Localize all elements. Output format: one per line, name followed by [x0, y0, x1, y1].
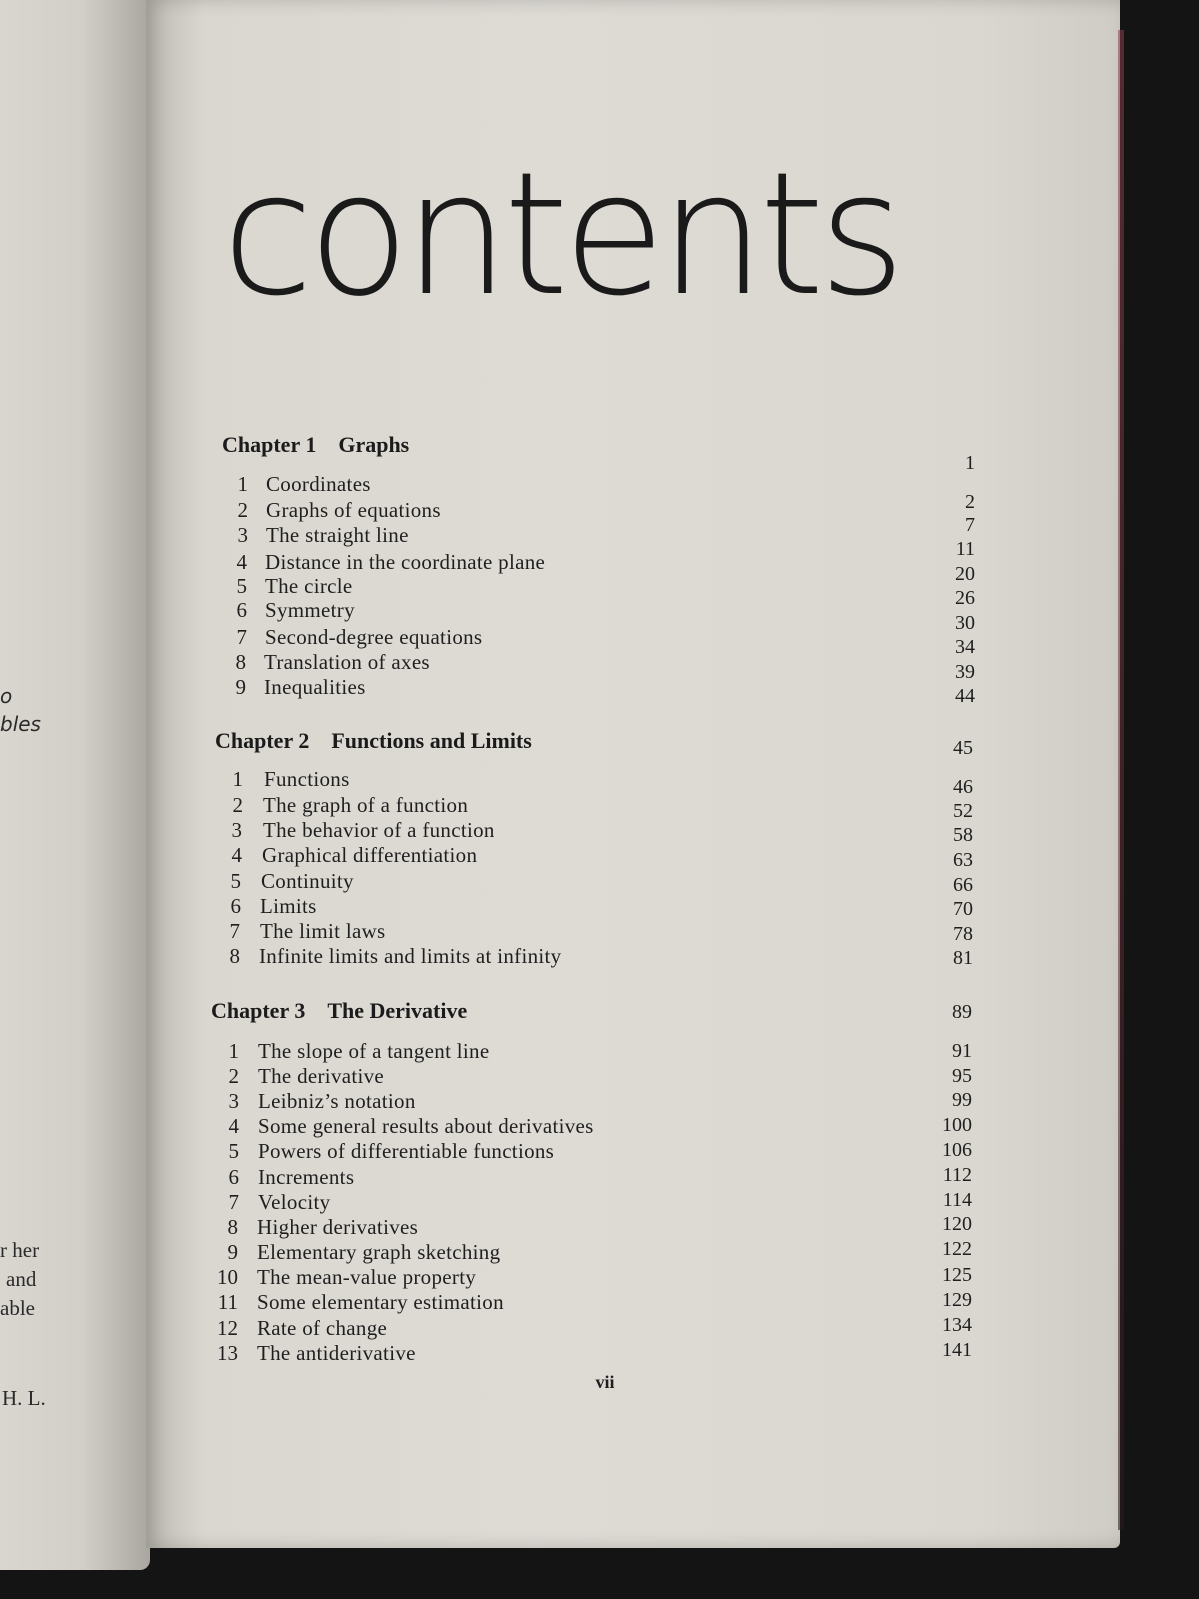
section-title: The slope of a tangent line	[258, 1039, 490, 1063]
section-number: 8	[227, 1215, 238, 1239]
section-number: 5	[236, 574, 247, 598]
section-number: 5	[228, 1139, 239, 1163]
section-title: The limit laws	[260, 919, 386, 943]
section-title: Functions	[264, 767, 350, 791]
section-page-number: 46	[953, 776, 973, 798]
section-number: 8	[229, 944, 240, 968]
chapter-page-number: 1	[965, 452, 975, 474]
section-number: 13	[217, 1341, 238, 1365]
section-page-number: 81	[953, 947, 973, 969]
left-fragment-her: r her	[0, 1238, 40, 1262]
section-title: Distance in the coordinate plane	[265, 550, 546, 574]
section-title: Infinite limits and limits at infinity	[259, 944, 562, 968]
section-page-number: 7	[965, 514, 975, 536]
chapter-heading	[215, 728, 532, 754]
section-page-number: 20	[955, 563, 975, 585]
section-page-number: 58	[953, 824, 973, 846]
section-page-number: 114	[942, 1189, 972, 1211]
section-number: 2	[237, 498, 248, 522]
section-number: 2	[232, 793, 243, 817]
section-number: 7	[236, 625, 247, 649]
page-title: contents	[222, 136, 900, 334]
section-title: Higher derivatives	[257, 1215, 419, 1239]
section-number: 8	[235, 650, 246, 674]
section-page-number: 122	[942, 1238, 972, 1260]
chapter-heading	[222, 432, 409, 458]
section-number: 4	[228, 1114, 239, 1138]
section-title: The circle	[265, 574, 353, 598]
section-page-number: 95	[952, 1065, 972, 1087]
left-fragment-able: able	[0, 1296, 35, 1320]
section-page-number: 78	[953, 923, 973, 945]
section-title: Limits	[260, 894, 317, 918]
section-title: Some elementary estimation	[257, 1290, 504, 1314]
page-edge	[1118, 30, 1124, 1530]
section-number: 10	[217, 1265, 238, 1289]
section-title: The straight line	[266, 523, 409, 547]
left-page	[0, 0, 150, 1570]
section-page-number: 39	[955, 661, 975, 683]
chapter-page-number: 45	[953, 737, 973, 759]
section-title: Powers of differentiable functions	[258, 1139, 555, 1163]
section-number: 11	[217, 1290, 238, 1314]
section-number: 2	[228, 1064, 239, 1088]
section-number: 9	[227, 1240, 238, 1264]
section-number: 1	[232, 767, 243, 791]
section-number: 3	[237, 523, 248, 547]
left-fragment-o: o	[0, 684, 13, 708]
section-page-number: 70	[953, 898, 973, 920]
section-title: Coordinates	[266, 472, 371, 496]
section-page-number: 125	[942, 1264, 972, 1286]
section-title: Graphical differentiation	[262, 843, 478, 867]
chapter-title: Functions and Limits	[331, 728, 532, 753]
section-number: 7	[229, 919, 240, 943]
section-title: Graphs of equations	[266, 498, 441, 522]
section-title: Velocity	[258, 1190, 331, 1214]
section-number: 3	[231, 818, 242, 842]
chapter-title: Graphs	[338, 432, 410, 457]
page-folio: vii	[595, 1372, 615, 1392]
section-page-number: 112	[942, 1164, 972, 1186]
chapter-heading	[211, 998, 467, 1024]
section-page-number: 11	[955, 538, 975, 560]
left-fragment-initials: H. L.	[2, 1386, 46, 1410]
chapter-page-number: 89	[952, 1001, 972, 1023]
section-number: 1	[228, 1039, 239, 1063]
left-fragment-and: and	[6, 1267, 37, 1291]
section-title: Rate of change	[257, 1316, 388, 1340]
section-title: Leibniz’s notation	[258, 1089, 416, 1113]
section-page-number: 91	[952, 1040, 972, 1062]
section-title: The graph of a function	[263, 793, 469, 817]
section-page-number: 34	[955, 636, 975, 658]
section-page-number: 63	[953, 849, 973, 871]
section-title: Translation of axes	[264, 650, 430, 674]
section-number: 9	[235, 675, 246, 699]
section-number: 1	[237, 472, 248, 496]
section-number: 6	[228, 1165, 239, 1189]
section-number: 7	[228, 1190, 239, 1214]
section-page-number: 100	[942, 1114, 972, 1136]
section-page-number: 120	[942, 1213, 972, 1235]
section-title: The derivative	[258, 1064, 385, 1088]
section-page-number: 66	[953, 874, 973, 896]
section-title: The mean-value property	[257, 1265, 477, 1289]
section-number: 12	[217, 1316, 238, 1340]
section-page-number: 26	[955, 587, 975, 609]
left-fragment-bles: bles	[0, 712, 41, 736]
section-number: 4	[231, 843, 242, 867]
section-number: 6	[230, 894, 241, 918]
chapter-title: The Derivative	[327, 998, 468, 1023]
chapter-label: Chapter 2	[215, 728, 310, 753]
section-title: Some general results about derivatives	[258, 1114, 594, 1138]
chapter-label: Chapter 1	[222, 432, 317, 457]
chapter-label: Chapter 3	[211, 998, 306, 1023]
section-title: Symmetry	[265, 598, 355, 622]
section-page-number: 134	[942, 1314, 972, 1336]
section-title: Elementary graph sketching	[257, 1240, 501, 1264]
section-number: 3	[228, 1089, 239, 1113]
section-title: Inequalities	[264, 675, 366, 699]
section-page-number: 99	[952, 1089, 972, 1111]
section-page-number: 44	[955, 685, 975, 707]
section-title: Continuity	[261, 869, 354, 893]
section-page-number: 30	[955, 612, 975, 634]
section-number: 6	[236, 598, 247, 622]
section-title: Second-degree equations	[265, 625, 483, 649]
section-number: 4	[236, 550, 247, 574]
section-title: The antiderivative	[257, 1341, 416, 1365]
section-page-number: 2	[965, 491, 975, 513]
section-page-number: 129	[942, 1289, 972, 1311]
section-page-number: 106	[942, 1139, 972, 1161]
section-number: 5	[230, 869, 241, 893]
section-page-number: 52	[953, 800, 973, 822]
section-page-number: 141	[942, 1339, 972, 1361]
section-title: Increments	[258, 1165, 355, 1189]
section-title: The behavior of a function	[263, 818, 495, 842]
